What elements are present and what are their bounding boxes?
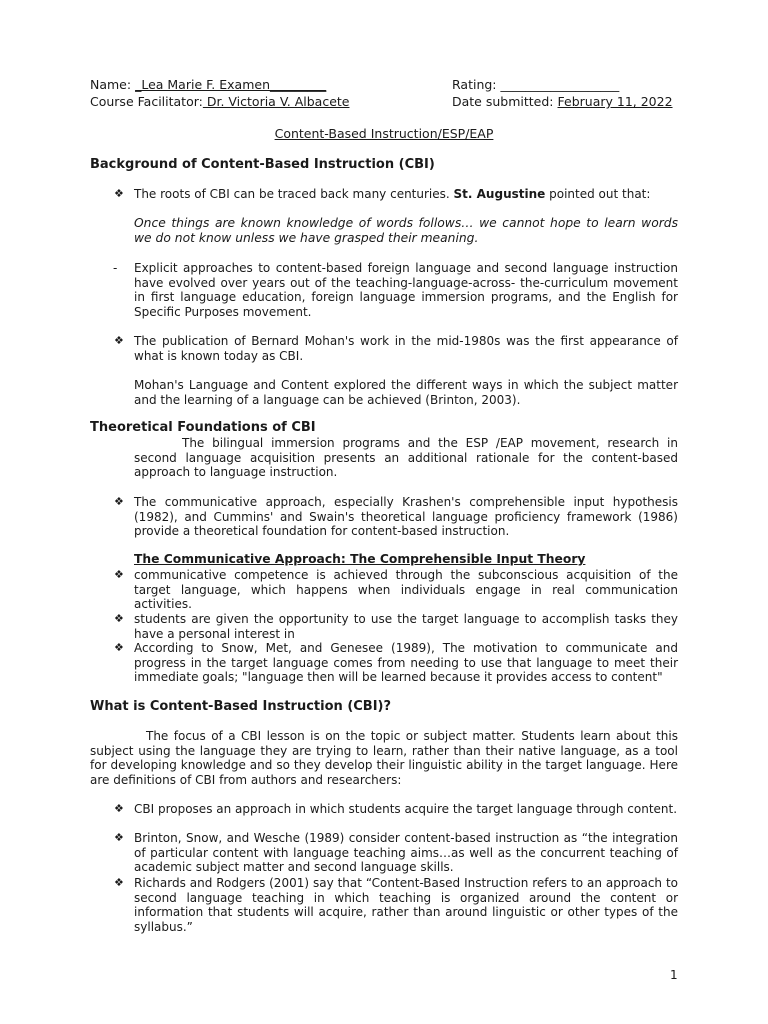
page-number: 1 <box>670 968 678 982</box>
name-label: Name: <box>90 77 132 92</box>
diamond-bullet-icon: ❖ <box>114 641 124 654</box>
facilitator-line <box>90 93 349 111</box>
section-heading-background: Background of Content-Based Instruction (CBI) <box>90 157 435 172</box>
diamond-bullet-icon: ❖ <box>114 334 124 347</box>
diamond-bullet-icon: ❖ <box>114 802 124 815</box>
subheading-comprehensible-input: The Communicative Approach: The Comprehensible Input Theory <box>134 552 586 566</box>
diamond-bullet-icon: ❖ <box>114 495 124 508</box>
section-heading-what-is-cbi: What is Content-Based Instruction (CBI)? <box>90 699 392 714</box>
list-item: Brinton, Snow, and Wesche (1989) consider content-based instruction as “the integration of particular content with language teaching aims…as well as the concurrent teaching of academic subject matter and second language skills. <box>134 831 678 875</box>
list-item: CBI proposes an approach in which students acquire the target language through content. <box>134 802 678 816</box>
paragraph-bilingual-immersion: The bilingual immersion programs and the ESP /EAP movement, research in second language acquisition presents an additional rationale for the content-based approach to language instruction. <box>134 436 678 480</box>
list-item: communicative competence is achieved through the subconscious acquisition of the target language, which happens when individuals engage in real communication activities. <box>134 568 678 612</box>
paragraph-mohan-language: Mohan's Language and Content explored the different ways in which the subject matter and the learning of a language can be achieved (Brinton, 2003). <box>134 378 678 407</box>
list-item: Richards and Rodgers (2001) say that “Content-Based Instruction refers to an approach to second language teaching in which teaching is organized around the content or information that students will acquire, rather than around linguistic or other types of the syllabus.” <box>134 876 678 934</box>
paragraph-cbi-focus: The focus of a CBI lesson is on the topic or subject matter. Students learn about this subject using the language they are trying to learn, rather than their native language, as a tool for developing knowledge and so they develop their linguistic ability in the target language. Here are definitions of CBI from authors and researchers: <box>90 729 678 787</box>
diamond-bullet-icon: ❖ <box>114 831 124 844</box>
facilitator-value: Dr. Victoria V. Albacete <box>202 94 350 109</box>
date-value: February 11, 2022 <box>557 94 673 109</box>
diamond-bullet-icon: ❖ <box>114 876 124 889</box>
paragraph-mohan-publication: The publication of Bernard Mohan's work in the mid-1980s was the first appearance of what is known today as CBI. <box>134 334 678 363</box>
dash-bullet: - <box>113 261 118 275</box>
paragraph-explicit-approaches: Explicit approaches to content-based foreign language and second language instruction have evolved over years out of the teaching-language-across- the-curriculum movement in first language education, foreign language immersion programs, and the English for Specific Purposes movement. <box>134 261 678 319</box>
augustine-quote: Once things are known knowledge of words follows… we cannot hope to learn words we do not know unless we have grasped their meaning. <box>134 216 678 245</box>
list-item: students are given the opportunity to use the target language to accomplish tasks they have a personal interest in <box>134 612 678 641</box>
diamond-bullet-icon: ❖ <box>114 187 124 200</box>
rating-line <box>452 76 619 94</box>
facilitator-label: Course Facilitator: <box>90 94 203 109</box>
name-line <box>90 76 326 94</box>
name-value: _Lea Marie F. Examen_________ <box>135 77 327 92</box>
augustine-bold: St. Augustine <box>453 187 546 201</box>
rating-label: Rating: <box>452 77 497 92</box>
document-title: Content-Based Instruction/ESP/EAP <box>274 126 494 141</box>
date-label: Date submitted: <box>452 94 554 109</box>
paragraph-roots <box>134 187 678 202</box>
roots-text: The roots of CBI can be traced back many centuries. <box>134 187 450 201</box>
paragraph-communicative-approach: The communicative approach, especially Krashen's comprehensible input hypothesis (1982), and Cummins' and Swain's theoretical language proficiency framework (1986) provide a theoretical foundation for content-based instruction. <box>134 495 678 539</box>
roots-tail: pointed out that: <box>549 187 651 201</box>
section-heading-theoretical: Theoretical Foundations of CBI <box>90 420 316 435</box>
list-item: According to Snow, Met, and Genesee (1989), The motivation to communicate and progress in the target language comes from needing to use that language to meet their immediate goals; "language then will be learned because it provides access to content" <box>134 641 678 685</box>
diamond-bullet-icon: ❖ <box>114 568 124 581</box>
diamond-bullet-icon: ❖ <box>114 612 124 625</box>
rating-value: ___________________ <box>500 77 620 92</box>
date-line <box>452 93 673 111</box>
